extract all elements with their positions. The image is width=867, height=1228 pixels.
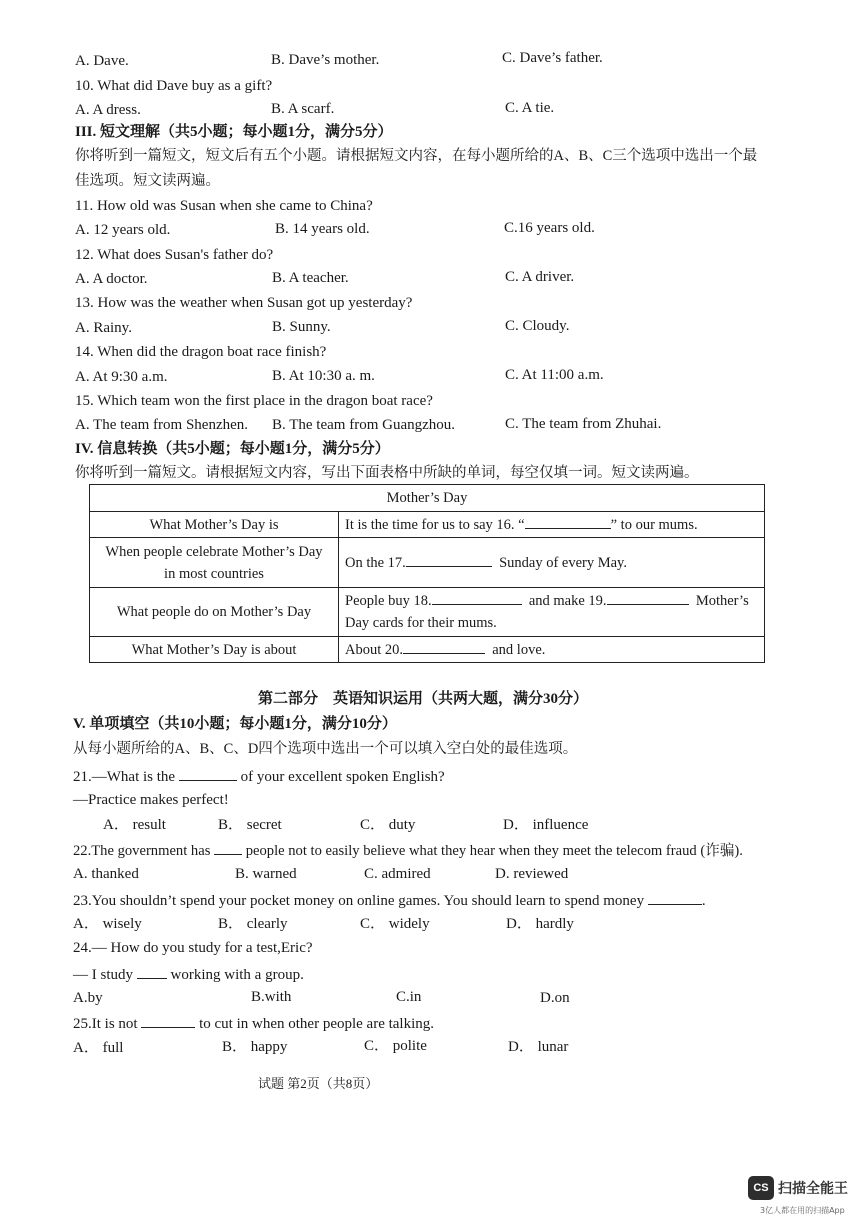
blank-16[interactable] bbox=[525, 514, 611, 529]
q11-stem: 11. How old was Susan when she came to China? bbox=[75, 198, 373, 214]
table-row2-label bbox=[90, 538, 339, 588]
part2-heading: 第二部分 英语知识运用（共两大题，满分30分） bbox=[258, 691, 589, 707]
q25-stem-post: to cut in when other people are talking. bbox=[199, 1016, 435, 1032]
section5-heading: V. 单项填空（共10小题；每小题1分，满分10分） bbox=[73, 716, 397, 732]
q22-option-a: A. thanked bbox=[73, 866, 139, 882]
row4-text-pre: About 20. bbox=[345, 641, 403, 658]
q24-blank[interactable] bbox=[137, 964, 167, 979]
q10-option-c: C. A tie. bbox=[505, 100, 555, 116]
q9-option-b: B. Dave’s mother. bbox=[271, 52, 380, 68]
row1-text-pre: It is the time for us to say 16. “ bbox=[345, 516, 525, 533]
blank-18[interactable] bbox=[432, 590, 522, 605]
q21-option-c: C． duty bbox=[360, 817, 416, 833]
q12-option-b: B. A teacher. bbox=[272, 270, 349, 286]
section3-instruction-line1: 你将听到一篇短文，短文后有五个小题。请根据短文内容，在每小题所给的A、B、C三个选项中选出一个最 bbox=[75, 148, 758, 164]
q25-option-a: A． full bbox=[73, 1040, 124, 1056]
q10-option-b: B. A scarf. bbox=[271, 101, 335, 117]
q9-option-a: A. Dave. bbox=[75, 53, 129, 69]
page-number: 试题 第2页（共8页） bbox=[258, 1076, 379, 1091]
row3-text-pre: People buy 18. bbox=[345, 593, 432, 609]
table-row3-content bbox=[339, 588, 765, 637]
table-title: Mother’s Day bbox=[90, 485, 765, 512]
q13-stem: 13. How was the weather when Susan got up yesterday? bbox=[75, 295, 413, 311]
q23-option-b: B． clearly bbox=[218, 916, 288, 932]
q15-option-b: B. The team from Guangzhou. bbox=[272, 417, 456, 433]
q14-option-b: B. At 10:30 a. m. bbox=[272, 368, 375, 384]
table-row1-label: What Mother’s Day is bbox=[90, 512, 339, 538]
q24-reply-post: working with a group. bbox=[170, 967, 304, 983]
q15-option-a: A. The team from Shenzhen. bbox=[75, 417, 249, 433]
q21-stem-pre: 21.—What is the bbox=[73, 769, 176, 785]
q25-stem-pre: 25.It is not bbox=[73, 1016, 138, 1032]
q25-option-b: B． happy bbox=[222, 1039, 288, 1055]
app-name: 扫描全能王 bbox=[778, 1181, 848, 1197]
q14-stem: 14. When did the dragon boat race finish? bbox=[75, 344, 327, 360]
q23-option-d: D． hardly bbox=[506, 916, 574, 932]
row3-line1 bbox=[345, 590, 758, 612]
q12-option-a: A. A doctor. bbox=[75, 271, 148, 287]
table-row3-label: What people do on Mother’s Day bbox=[90, 588, 339, 637]
row4-text-post: and love. bbox=[492, 641, 546, 658]
q23-stem bbox=[73, 890, 706, 910]
q22-blank[interactable] bbox=[214, 840, 242, 855]
q21-option-b: B． secret bbox=[218, 817, 282, 833]
q12-option-c: C. A driver. bbox=[505, 269, 575, 285]
q25-option-d: D． lunar bbox=[508, 1039, 569, 1055]
q23-option-a: A． wisely bbox=[73, 916, 142, 932]
q25-option-c: C． polite bbox=[364, 1038, 427, 1054]
q22-stem-post: people not to easily believe what they hear when they meet the telecom fraud (诈骗). bbox=[245, 843, 743, 859]
table-row4-content bbox=[339, 637, 765, 663]
q15-option-c: C. The team from Zhuhai. bbox=[505, 416, 662, 432]
q24-stem: 24.— How do you study for a test,Eric? bbox=[73, 940, 313, 956]
q21-stem-post: of your excellent spoken English? bbox=[240, 769, 445, 785]
q24-reply-pre: — I study bbox=[73, 967, 133, 983]
camscanner-logo-icon: CS bbox=[748, 1176, 774, 1200]
q21-reply: —Practice makes perfect! bbox=[73, 792, 229, 808]
q22-option-d: D. reviewed bbox=[495, 866, 569, 882]
q24-option-a: A.by bbox=[73, 990, 103, 1006]
q21-blank[interactable] bbox=[179, 766, 237, 781]
q23-stem-text: 23.You shouldn’t spend your pocket money on online games. You should learn to spend money bbox=[73, 893, 645, 909]
q22-stem-pre: 22.The government has bbox=[73, 843, 211, 859]
q23-blank[interactable] bbox=[648, 890, 702, 905]
q11-option-c: C.16 years old. bbox=[504, 220, 595, 236]
q24-reply bbox=[73, 964, 304, 984]
q13-option-a: A. Rainy. bbox=[75, 320, 132, 336]
q13-option-b: B. Sunny. bbox=[272, 319, 331, 335]
row1-text-post: ” to our mums. bbox=[610, 516, 698, 533]
section5-instruction: 从每小题所给的A、B、C、D四个选项中选出一个可以填入空白处的最佳选项。 bbox=[73, 741, 578, 757]
q23-stem-end: . bbox=[701, 893, 706, 909]
table-row1-content bbox=[339, 512, 765, 538]
section3-instruction-line2: 佳选项。短文读两遍。 bbox=[75, 173, 220, 189]
q14-option-a: A. At 9:30 a.m. bbox=[75, 369, 168, 385]
q23-option-c: C． widely bbox=[360, 916, 430, 932]
q12-stem: 12. What does Susan's father do? bbox=[75, 247, 274, 263]
q11-option-b: B. 14 years old. bbox=[275, 221, 370, 237]
q22-option-c: C. admired bbox=[364, 866, 431, 882]
q25-blank[interactable] bbox=[141, 1013, 195, 1028]
row3-text-mid: and make 19. bbox=[528, 593, 607, 609]
section4-heading: IV. 信息转换（共5小题；每小题1分，满分5分） bbox=[75, 441, 390, 457]
blank-19[interactable] bbox=[607, 590, 689, 605]
app-subtitle: 3亿人都在用的扫描App bbox=[760, 1206, 845, 1215]
q22-option-b: B. warned bbox=[235, 866, 297, 882]
section4-instruction: 你将听到一篇短文。请根据短文内容，写出下面表格中所缺的单词，每空仅填一词。短文读两遍。 bbox=[75, 465, 699, 481]
mothers-day-table bbox=[89, 484, 765, 663]
row2-text-post: Sunday of every May. bbox=[499, 554, 627, 571]
q13-option-c: C. Cloudy. bbox=[505, 318, 570, 334]
row3-text-post: Mother’s bbox=[695, 593, 749, 609]
q14-option-c: C. At 11:00 a.m. bbox=[505, 367, 604, 383]
table-row4-label: What Mother’s Day is about bbox=[90, 637, 339, 663]
q24-option-d: D.on bbox=[540, 990, 570, 1006]
q24-option-b: B.with bbox=[251, 989, 292, 1005]
table-row2-content bbox=[339, 538, 765, 588]
q21-stem bbox=[73, 766, 445, 786]
blank-20[interactable] bbox=[403, 639, 485, 654]
q15-stem: 15. Which team won the first place in the dragon boat race? bbox=[75, 393, 433, 409]
q21-option-d: D． influence bbox=[503, 817, 589, 833]
q25-stem bbox=[73, 1013, 434, 1033]
q9-option-c: C. Dave’s father. bbox=[502, 50, 603, 66]
q24-option-c: C.in bbox=[396, 989, 422, 1005]
section3-heading: III. 短文理解（共5小题；每小题1分，满分5分） bbox=[75, 124, 393, 140]
q21-option-a: A． result bbox=[103, 817, 166, 833]
row2-label-line2: in most countries bbox=[164, 565, 264, 582]
q22-stem bbox=[73, 840, 743, 860]
row2-text-pre: On the 17. bbox=[345, 554, 406, 571]
q11-option-a: A. 12 years old. bbox=[75, 222, 171, 238]
blank-17[interactable] bbox=[406, 552, 492, 567]
q10-option-a: A. A dress. bbox=[75, 102, 141, 118]
row2-label-line1: When people celebrate Mother’s Day bbox=[105, 543, 323, 560]
row3-line2: Day cards for their mums. bbox=[345, 615, 497, 631]
q10-stem: 10. What did Dave buy as a gift? bbox=[75, 78, 273, 94]
